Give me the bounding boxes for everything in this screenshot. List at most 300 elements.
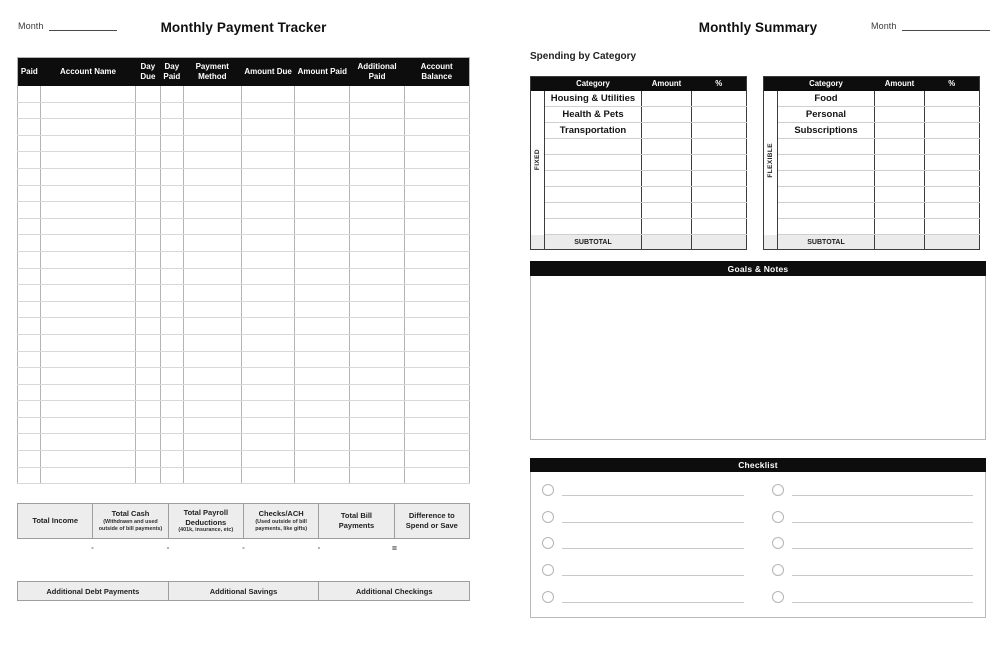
box-title: Checks/ACH (258, 509, 304, 519)
tracker-cell (18, 351, 41, 368)
group-header-cell (531, 77, 545, 91)
col-paid: Paid (18, 58, 41, 86)
tracker-cell (295, 185, 350, 202)
tracker-cell (350, 102, 405, 119)
checkbox-circle-icon (542, 511, 554, 523)
tracker-cell (41, 368, 136, 385)
tracker-cell (350, 451, 405, 468)
checklist-item (772, 530, 974, 557)
tracker-cell (18, 417, 41, 434)
tracker-cell (41, 218, 136, 235)
checkbox-circle-icon (542, 591, 554, 603)
additional-boxes-row (17, 581, 470, 601)
tracker-cell (160, 451, 183, 468)
tracker-cell (135, 285, 160, 302)
subtotal-cell (692, 235, 747, 250)
subtotal-cell (875, 235, 925, 250)
tracker-cell (160, 318, 183, 335)
spending-row (531, 155, 747, 171)
tracker-cell (18, 235, 41, 252)
box-title: Total Income (32, 516, 79, 526)
tracker-cell (135, 86, 160, 103)
tracker-cell (160, 218, 183, 235)
tracker-cell (135, 451, 160, 468)
spending-row (764, 187, 980, 203)
tracker-cell (41, 185, 136, 202)
tracker-cell (18, 251, 41, 268)
tracker-cell (241, 301, 295, 318)
spending-by-category-label: Spending by Category (530, 51, 637, 62)
tracker-cell (350, 119, 405, 136)
amount-cell (875, 155, 925, 171)
tracker-cell (135, 351, 160, 368)
total-bill-payments-box (319, 503, 394, 539)
checkbox-circle-icon (772, 484, 784, 496)
tracker-cell (183, 301, 241, 318)
tracker-cell (295, 152, 350, 169)
tracker-cell (18, 285, 41, 302)
percent-cell (692, 219, 747, 235)
tracker-cell (241, 467, 295, 484)
tracker-row (18, 451, 470, 468)
percent-cell (692, 123, 747, 139)
spending-header (764, 77, 980, 91)
tracker-cell (41, 86, 136, 103)
tracker-row (18, 368, 470, 385)
subtotal-row (764, 235, 980, 250)
tracker-cell (295, 368, 350, 385)
amount-cell (875, 107, 925, 123)
checkbox-circle-icon (772, 511, 784, 523)
tracker-cell (183, 86, 241, 103)
col-payment-method: Payment Method (183, 58, 241, 86)
tracker-cell (18, 86, 41, 103)
tracker-cell (404, 417, 469, 434)
tracker-cell (41, 251, 136, 268)
amount-cell (875, 139, 925, 155)
spending-row (764, 123, 980, 139)
checklist-blank-line (792, 564, 974, 576)
minus-operator: - (317, 543, 321, 552)
spending-row (531, 171, 747, 187)
col-day-due: Day Due (135, 58, 160, 86)
spending-header (531, 77, 747, 91)
checks-ach-box (244, 503, 319, 539)
tracker-cell (160, 268, 183, 285)
tracker-cell (350, 434, 405, 451)
category-cell: Food (778, 91, 875, 107)
col-amount: Amount (642, 77, 692, 91)
tracker-row (18, 467, 470, 484)
tracker-cell (183, 168, 241, 185)
tracker-cell (241, 135, 295, 152)
tracker-cell (295, 251, 350, 268)
amount-cell (642, 203, 692, 219)
tracker-cell (135, 218, 160, 235)
tracker-cell (404, 119, 469, 136)
col-percent: % (925, 77, 980, 91)
checklist-blank-line (792, 537, 974, 549)
tracker-cell (160, 235, 183, 252)
percent-cell (692, 139, 747, 155)
group-label: FIXED (534, 149, 541, 171)
checkbox-circle-icon (772, 564, 784, 576)
spending-row (764, 219, 980, 235)
tracker-cell (295, 235, 350, 252)
category-cell (545, 171, 642, 187)
tracker-cell (295, 135, 350, 152)
amount-cell (875, 91, 925, 107)
checklist-blank-line (562, 564, 744, 576)
tracker-cell (404, 268, 469, 285)
tracker-cell (41, 168, 136, 185)
tracker-cell (350, 467, 405, 484)
tracker-cell (404, 401, 469, 418)
formula-operators-row (17, 541, 470, 555)
spending-row (531, 203, 747, 219)
tracker-cell (404, 467, 469, 484)
tracker-row (18, 135, 470, 152)
tracker-row (18, 119, 470, 136)
tracker-cell (404, 301, 469, 318)
tracker-cell (183, 401, 241, 418)
spending-row (531, 91, 747, 107)
tracker-cell (41, 451, 136, 468)
tracker-cell (18, 218, 41, 235)
minus-operator: - (166, 543, 170, 552)
spending-row (764, 107, 980, 123)
tracker-cell (183, 384, 241, 401)
tracker-cell (135, 434, 160, 451)
category-cell (545, 187, 642, 203)
tracker-cell (241, 451, 295, 468)
spending-row (531, 139, 747, 155)
spending-row (531, 219, 747, 235)
tracker-cell (135, 368, 160, 385)
tracker-cell (160, 135, 183, 152)
box-title: Total Bill Payments (338, 511, 375, 530)
col-day-paid: Day Paid (160, 58, 183, 86)
tracker-cell (241, 384, 295, 401)
amount-cell (642, 155, 692, 171)
checklist-box (530, 472, 986, 618)
percent-cell (925, 171, 980, 187)
totals-summary-row (17, 503, 470, 539)
box-subtitle: (Used outside of bill payments, like gifts) (255, 519, 308, 532)
tracker-cell (41, 318, 136, 335)
tracker-cell (295, 168, 350, 185)
spending-row (764, 203, 980, 219)
percent-cell (925, 123, 980, 139)
tracker-cell (160, 368, 183, 385)
tracker-cell (41, 135, 136, 152)
category-cell (778, 219, 875, 235)
tracker-cell (404, 86, 469, 103)
amount-cell (875, 171, 925, 187)
tracker-cell (241, 218, 295, 235)
tracker-cell (404, 285, 469, 302)
percent-cell (692, 107, 747, 123)
category-cell (545, 155, 642, 171)
col-amount-paid: Amount Paid (295, 58, 350, 86)
tracker-cell (404, 451, 469, 468)
group-header-cell (764, 77, 778, 91)
page-title-tracker: Monthly Payment Tracker (160, 20, 327, 35)
box-title: Total Cash (111, 509, 150, 519)
tracker-cell (160, 434, 183, 451)
tracker-cell (135, 384, 160, 401)
tracker-cell (295, 268, 350, 285)
tracker-cell (160, 102, 183, 119)
spending-row (531, 187, 747, 203)
tracker-cell (135, 152, 160, 169)
spending-row (764, 139, 980, 155)
minus-operator: - (242, 543, 245, 552)
fixed-spending-table (530, 76, 747, 250)
checklist-item (542, 477, 744, 504)
tracker-cell (135, 301, 160, 318)
col-amount: Amount (875, 77, 925, 91)
tracker-cell (160, 417, 183, 434)
tracker-cell (241, 434, 295, 451)
category-cell (778, 187, 875, 203)
tracker-cell (404, 318, 469, 335)
tracker-cell (160, 251, 183, 268)
category-cell: Subscriptions (778, 123, 875, 139)
subtotal-cell (531, 235, 545, 250)
percent-cell (925, 155, 980, 171)
tracker-cell (41, 417, 136, 434)
month-label: Month (18, 21, 44, 31)
tracker-cell (404, 368, 469, 385)
tracker-cell (350, 135, 405, 152)
tracker-cell (160, 119, 183, 136)
checklist-item (542, 530, 744, 557)
amount-cell (642, 187, 692, 203)
tracker-cell (350, 417, 405, 434)
tracker-cell (295, 351, 350, 368)
subtotal-cell (642, 235, 692, 250)
tracker-cell (404, 351, 469, 368)
tracker-cell (135, 102, 160, 119)
tracker-cell (183, 135, 241, 152)
tracker-cell (183, 218, 241, 235)
checklist-blank-line (792, 511, 974, 523)
tracker-cell (160, 202, 183, 219)
tracker-cell (41, 384, 136, 401)
tracker-row (18, 417, 470, 434)
spending-row (531, 123, 747, 139)
tracker-cell (18, 334, 41, 351)
col-amount-due: Amount Due (241, 58, 295, 86)
tracker-cell (241, 368, 295, 385)
tracker-cell (41, 434, 136, 451)
tracker-cell (350, 368, 405, 385)
tracker-cell (183, 202, 241, 219)
tracker-row (18, 235, 470, 252)
tracker-cell (241, 119, 295, 136)
tracker-cell (18, 318, 41, 335)
category-cell (778, 171, 875, 187)
tracker-cell (18, 368, 41, 385)
tracker-cell (404, 168, 469, 185)
difference-box (395, 503, 470, 539)
equals-operator: = (392, 543, 397, 553)
checkbox-circle-icon (542, 564, 554, 576)
tracker-cell (295, 401, 350, 418)
tracker-row (18, 301, 470, 318)
payment-tracker-table (17, 57, 470, 484)
checklist-blank-line (792, 484, 974, 496)
tracker-cell (160, 351, 183, 368)
tracker-cell (41, 102, 136, 119)
tracker-cell (183, 417, 241, 434)
tracker-cell (41, 235, 136, 252)
tracker-cell (160, 384, 183, 401)
tracker-cell (350, 401, 405, 418)
tracker-cell (404, 334, 469, 351)
total-payroll-deductions-box (169, 503, 244, 539)
tracker-cell (135, 135, 160, 152)
tracker-cell (18, 301, 41, 318)
tracker-cell (41, 301, 136, 318)
percent-cell (692, 155, 747, 171)
tracker-cell (241, 185, 295, 202)
tracker-cell (404, 135, 469, 152)
tracker-cell (404, 102, 469, 119)
amount-cell (875, 219, 925, 235)
tracker-cell (241, 285, 295, 302)
percent-cell (925, 187, 980, 203)
col-category: Category (545, 77, 642, 91)
tracker-cell (404, 251, 469, 268)
tracker-cell (183, 185, 241, 202)
tracker-cell (241, 351, 295, 368)
tracker-cell (18, 119, 41, 136)
tracker-cell (350, 251, 405, 268)
amount-cell (642, 139, 692, 155)
tracker-cell (241, 202, 295, 219)
tracker-cell (18, 467, 41, 484)
checklist-item (772, 477, 974, 504)
tracker-cell (241, 235, 295, 252)
percent-cell (925, 139, 980, 155)
tracker-cell (295, 119, 350, 136)
tracker-cell (183, 268, 241, 285)
tracker-cell (41, 268, 136, 285)
tracker-cell (241, 318, 295, 335)
tracker-cell (160, 301, 183, 318)
tracker-cell (135, 334, 160, 351)
flexible-spending-table (763, 76, 980, 250)
checklist-blank-line (562, 591, 744, 603)
tracker-cell (135, 417, 160, 434)
tracker-row (18, 102, 470, 119)
group-label-cell (531, 91, 545, 235)
tracker-cell (41, 401, 136, 418)
category-cell (545, 139, 642, 155)
category-cell: Transportation (545, 123, 642, 139)
tracker-cell (160, 285, 183, 302)
tracker-cell (350, 185, 405, 202)
tracker-cell (241, 334, 295, 351)
percent-cell (692, 171, 747, 187)
tracker-row (18, 86, 470, 103)
tracker-cell (183, 119, 241, 136)
tracker-cell (350, 301, 405, 318)
tracker-cell (183, 318, 241, 335)
box-title: Difference to Spend or Save (405, 511, 458, 530)
tracker-cell (135, 268, 160, 285)
tracker-cell (18, 135, 41, 152)
tracker-cell (41, 467, 136, 484)
checklist-item (772, 583, 974, 610)
tracker-cell (295, 434, 350, 451)
tracker-cell (135, 202, 160, 219)
group-label: FLEXIBLE (767, 142, 774, 178)
tracker-cell (160, 185, 183, 202)
checkbox-circle-icon (542, 537, 554, 549)
percent-cell (692, 187, 747, 203)
amount-cell (875, 123, 925, 139)
tracker-cell (183, 251, 241, 268)
tracker-cell (350, 86, 405, 103)
tracker-row (18, 251, 470, 268)
amount-cell (642, 171, 692, 187)
amount-cell (642, 219, 692, 235)
tracker-cell (404, 202, 469, 219)
tracker-cell (18, 401, 41, 418)
amount-cell (642, 91, 692, 107)
tracker-cell (350, 152, 405, 169)
additional-checkings-box: Additional Checkings (319, 581, 470, 601)
spending-row (764, 155, 980, 171)
tracker-cell (160, 168, 183, 185)
tracker-cell (18, 202, 41, 219)
tracker-cell (295, 218, 350, 235)
tracker-cell (404, 152, 469, 169)
group-label-cell (764, 91, 778, 235)
additional-savings-box: Additional Savings (169, 581, 320, 601)
tracker-cell (135, 185, 160, 202)
tracker-cell (404, 235, 469, 252)
tracker-cell (160, 334, 183, 351)
tracker-cell (350, 318, 405, 335)
total-cash-box (93, 503, 168, 539)
tracker-row (18, 434, 470, 451)
tracker-cell (183, 451, 241, 468)
percent-cell (925, 219, 980, 235)
tracker-cell (295, 202, 350, 219)
tracker-cell (18, 268, 41, 285)
checklist-item (542, 557, 744, 584)
month-blank-line (902, 20, 990, 31)
tracker-row (18, 168, 470, 185)
tracker-cell (241, 417, 295, 434)
spending-row (764, 171, 980, 187)
subtotal-label-cell: SUBTOTAL (545, 235, 642, 250)
tracker-cell (135, 251, 160, 268)
percent-cell (692, 203, 747, 219)
amount-cell (642, 107, 692, 123)
tracker-cell (41, 202, 136, 219)
tracker-cell (295, 301, 350, 318)
checklist-item (542, 583, 744, 610)
box-subtitle: (401k, insurance, etc) (178, 527, 234, 534)
checklist-blank-line (562, 484, 744, 496)
percent-cell (925, 203, 980, 219)
box-subtitle: (Withdrawn and used outside of bill payments) (98, 519, 163, 532)
